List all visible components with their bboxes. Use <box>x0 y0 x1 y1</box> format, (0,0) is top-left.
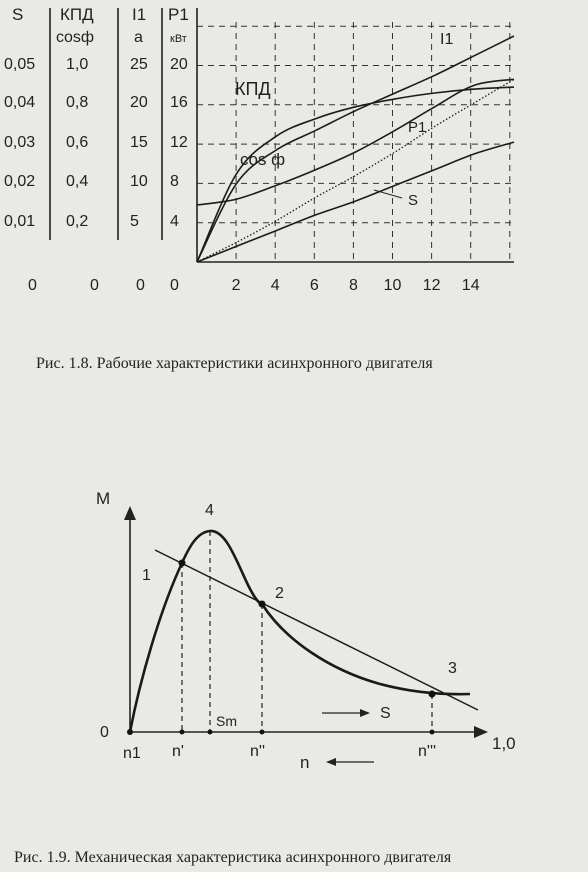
mark-n-triple: n''' <box>418 743 437 760</box>
label-i1: I1 <box>440 31 454 48</box>
point-2 <box>259 601 266 608</box>
column-value-p1: 20 <box>170 56 188 73</box>
header-p1: P1 <box>168 5 189 24</box>
load-line <box>155 550 478 710</box>
header-s: S <box>12 5 24 24</box>
column-values <box>4 56 188 294</box>
header-cos: cosф <box>56 29 95 46</box>
column-value-i1: 5 <box>130 213 139 230</box>
header-i1: I1 <box>132 5 147 24</box>
column-value-s: 0,04 <box>4 94 36 111</box>
column-value-s: 0,01 <box>4 213 36 230</box>
point-label-1: 1 <box>142 567 151 584</box>
x-tick-label: 2 <box>231 277 241 294</box>
origin-label: 0 <box>100 724 109 741</box>
figure-1-8 <box>4 5 514 372</box>
column-value-s: 0,03 <box>4 134 36 151</box>
header-kpd: КПД <box>60 5 94 24</box>
mark-n-prime: n' <box>172 743 184 760</box>
label-p1: P1 <box>408 119 427 136</box>
caption-1-9: Рис. 1.9. Механическая характеристика асинхронного двигателя <box>14 849 452 866</box>
column-value-kpd: 0,4 <box>66 173 89 190</box>
header-i1-unit: a <box>134 29 143 46</box>
mark-n-double: n'' <box>250 743 266 760</box>
grid <box>197 22 514 262</box>
axis-label-m: M <box>96 489 111 508</box>
point-3 <box>429 691 436 698</box>
n-arrow-label: n <box>300 753 310 772</box>
column-value-i1: 20 <box>130 94 148 111</box>
tick-n-triple <box>430 730 435 735</box>
column-value-s: 0 <box>28 277 37 294</box>
m-axis-arrow <box>124 506 136 520</box>
point-label-3: 3 <box>448 660 457 677</box>
column-value-kpd: 1,0 <box>66 56 89 73</box>
column-value-kpd: 0,2 <box>66 213 89 230</box>
column-value-i1: 10 <box>130 173 148 190</box>
tick-n-prime <box>180 730 185 735</box>
tick-sm <box>208 730 213 735</box>
column-value-s: 0,02 <box>4 173 36 190</box>
column-value-i1: 25 <box>130 56 148 73</box>
x-tick-label: 10 <box>383 277 402 294</box>
label-cos: cos ф <box>240 150 286 169</box>
mark-n1: n1 <box>123 745 141 762</box>
column-value-p1: 4 <box>170 213 179 230</box>
column-value-i1: 0 <box>136 277 145 294</box>
point-label-2: 2 <box>275 585 284 602</box>
column-value-kpd: 0 <box>90 277 99 294</box>
x-tick-labels <box>232 277 480 294</box>
column-value-s: 0,05 <box>4 56 36 73</box>
column-value-i1: 15 <box>130 134 148 151</box>
curve-i1 <box>197 36 514 262</box>
column-value-kpd: 0,6 <box>66 134 89 151</box>
n-axis-arrow <box>474 726 488 738</box>
mark-sm: Sm <box>216 713 237 729</box>
label-kpd: КПД <box>235 79 271 99</box>
projections <box>182 531 432 732</box>
axis-label-end: 1,0 <box>492 734 516 753</box>
column-value-p1: 12 <box>170 134 188 151</box>
column-value-kpd: 0,8 <box>66 94 89 111</box>
x-tick-label: 8 <box>348 277 358 294</box>
point-label-4: 4 <box>205 502 214 519</box>
point-origin <box>127 729 133 735</box>
figure-1-9 <box>14 489 516 866</box>
label-s: S <box>408 192 419 209</box>
curves <box>197 36 514 262</box>
tick-n-double <box>260 730 265 735</box>
s-arrow-label: S <box>380 705 391 722</box>
header-p1-unit: кВт <box>170 33 187 45</box>
x-tick-label: 14 <box>461 277 480 294</box>
caption-1-8: Рис. 1.8. Рабочие характеристики асинхронного двигателя <box>36 355 433 372</box>
column-value-p1: 16 <box>170 94 188 111</box>
s-arrow-head <box>360 709 370 717</box>
x-tick-label: 4 <box>270 277 280 294</box>
column-value-p1: 8 <box>170 173 179 190</box>
point-1 <box>179 560 186 567</box>
n-arrow-head <box>326 758 336 766</box>
label-s-leader <box>374 190 402 198</box>
column-value-p1: 0 <box>170 277 179 294</box>
x-tick-label: 12 <box>422 277 441 294</box>
x-tick-label: 6 <box>309 277 319 294</box>
